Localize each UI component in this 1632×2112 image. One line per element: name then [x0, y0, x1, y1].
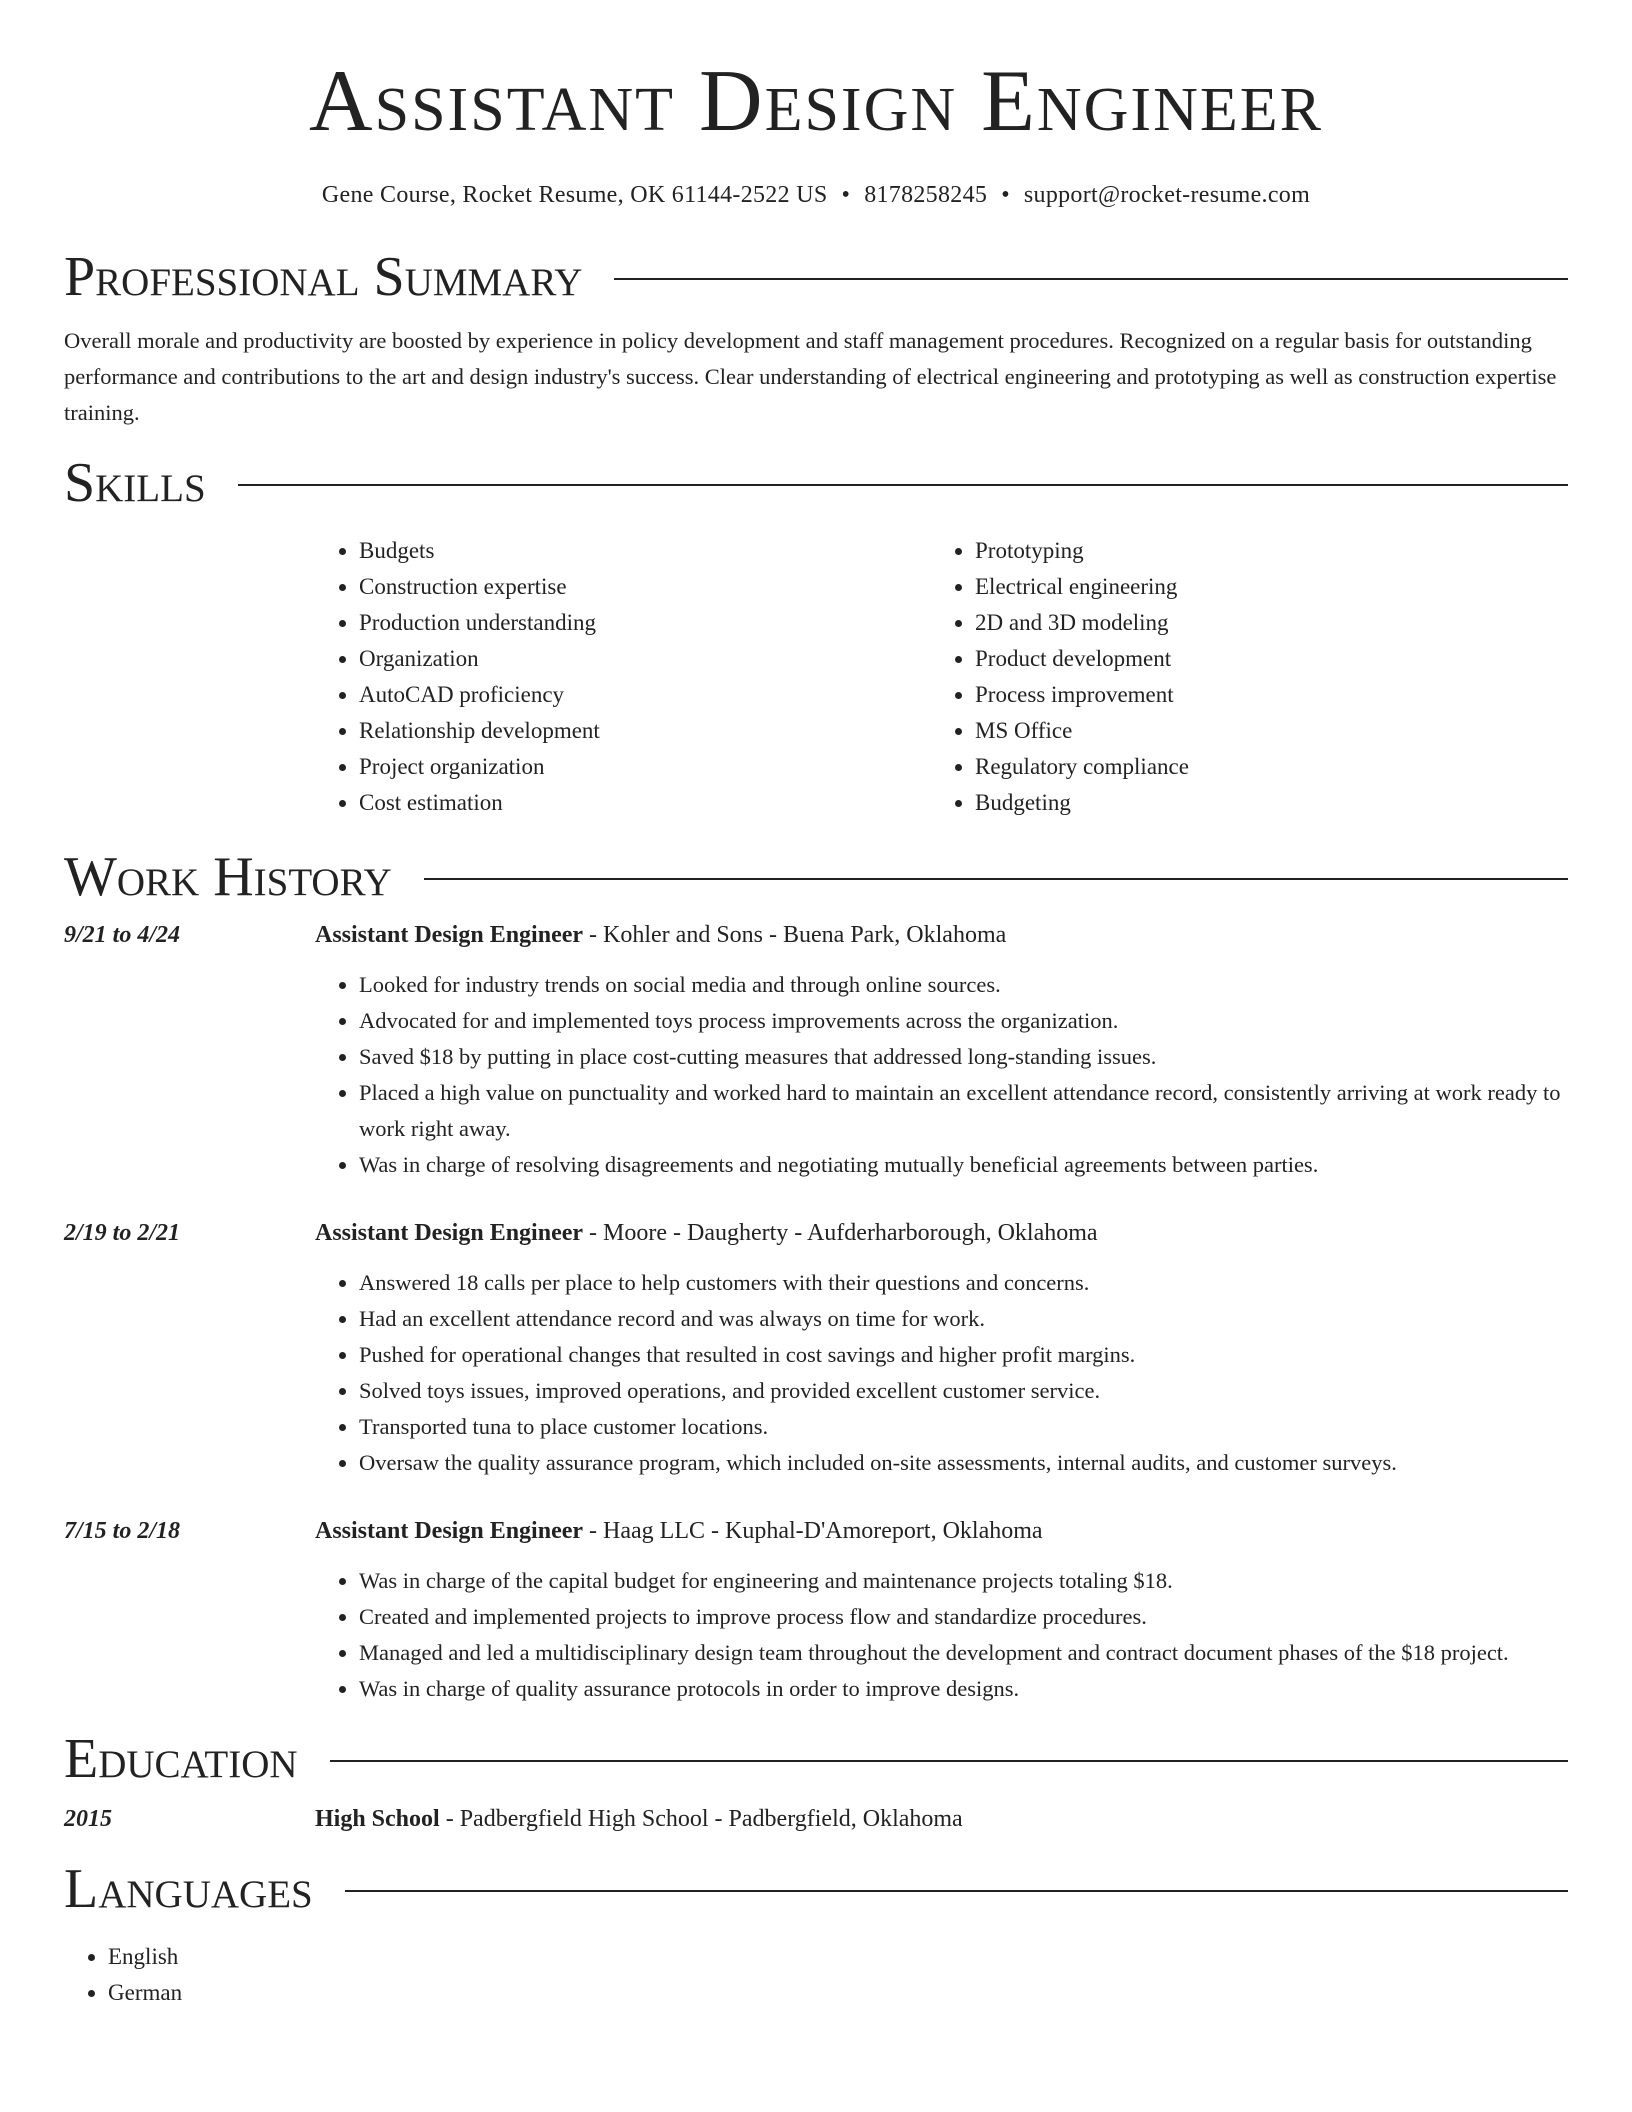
skill-item: • Budgeting: [975, 785, 1535, 821]
job-bullet: • Solved toys issues, improved operations, and provided excellent customer service.: [359, 1373, 1568, 1409]
summary-title: Professional Summary: [64, 246, 583, 308]
job-entry: [64, 917, 1568, 1183]
job-entry: [64, 1215, 1568, 1481]
summary-text: Overall morale and productivity are boosted by experience in policy development and staff management procedures. Recognized on a regular basis for outstanding performance and contributions to the art and design industry's success. Clear understanding of electrical engineering and prototyping as well as construction expertise training.: [64, 328, 1557, 425]
contact-address: Gene Course, Rocket Resume, OK 61144-2522 US: [321, 182, 828, 208]
languages-list: [64, 1939, 1568, 2011]
summary-header: [64, 247, 1568, 307]
job-role: Assistant Design Engineer: [315, 922, 584, 948]
job-dates: 7/15 to 2/18: [64, 1518, 181, 1544]
language-item: • English: [108, 1939, 1568, 1975]
job-body: [315, 917, 1568, 1183]
summary-section: [64, 247, 1568, 431]
skill-item: • MS Office: [975, 713, 1535, 749]
skill-item: • Budgets: [359, 533, 931, 569]
job-dates: 2/19 to 2/21: [64, 1220, 181, 1246]
education-body: [315, 1801, 1568, 1837]
skill-item: • Electrical engineering: [975, 569, 1535, 605]
skills-column-left: [315, 533, 931, 821]
job-title-line: [315, 1215, 1568, 1251]
skill-item: • Cost estimation: [359, 785, 931, 821]
job-bullet: • Answered 18 calls per place to help customers with their questions and concerns.: [359, 1265, 1568, 1301]
skill-item: • Project organization: [359, 749, 931, 785]
skills-column-right: [931, 533, 1535, 821]
skill-item: • Prototyping: [975, 533, 1535, 569]
skill-item: • Process improvement: [975, 677, 1535, 713]
skill-item: • 2D and 3D modeling: [975, 605, 1535, 641]
languages-title: Languages: [64, 1858, 313, 1920]
skill-item: • Regulatory compliance: [975, 749, 1535, 785]
job-bullets: [315, 1563, 1568, 1707]
education-entry: [64, 1801, 1568, 1837]
languages-header: [64, 1859, 1568, 1919]
work-history-section: [64, 847, 1568, 1707]
languages-section: [64, 1859, 1568, 2011]
contact-separator: •: [841, 182, 851, 208]
section-divider: [238, 484, 1568, 486]
job-bullets: [315, 1265, 1568, 1481]
section-divider: [614, 278, 1568, 280]
section-divider: [424, 878, 1568, 880]
job-bullet: • Advocated for and implemented toys process improvements across the organization.: [359, 1003, 1568, 1039]
job-bullet: • Oversaw the quality assurance program, which included on-site assessments, internal audits, and customer surveys.: [359, 1445, 1568, 1481]
section-divider: [345, 1890, 1568, 1892]
job-bullet: • Managed and led a multidisciplinary design team throughout the development and contract document phases of the $18 project.: [359, 1635, 1568, 1671]
job-role: Assistant Design Engineer: [315, 1518, 584, 1544]
skills-title: Skills: [64, 452, 206, 514]
job-bullet: • Was in charge of the capital budget for engineering and maintenance projects totaling $18.: [359, 1563, 1568, 1599]
education-line: [315, 1801, 1568, 1837]
contact-email: support@rocket-resume.com: [1023, 182, 1311, 208]
job-bullet: • Placed a high value on punctuality and worked hard to maintain an excellent attendance record, consistently arriving at work ready to work right away.: [359, 1075, 1568, 1147]
skills-section: [64, 453, 1568, 821]
education-year: 2015: [64, 1806, 112, 1832]
job-bullet: • Had an excellent attendance record and was always on time for work.: [359, 1301, 1568, 1337]
job-role: Assistant Design Engineer: [315, 1220, 584, 1246]
skill-item: • Organization: [359, 641, 931, 677]
section-divider: [330, 1760, 1568, 1762]
job-bullet: • Was in charge of resolving disagreements and negotiating mutually beneficial agreements between parties.: [359, 1147, 1568, 1183]
job-body: [315, 1513, 1568, 1707]
job-entry: [64, 1513, 1568, 1707]
job-body: [315, 1215, 1568, 1481]
contact-line: [0, 182, 1632, 209]
job-company: - Kohler and Sons - Buena Park, Oklahoma: [583, 922, 1007, 948]
education-title: Education: [64, 1728, 298, 1790]
job-dates: 9/21 to 4/24: [64, 922, 181, 948]
skill-item: • Product development: [975, 641, 1535, 677]
job-company: - Haag LLC - Kuphal-D'Amoreport, Oklahoma: [583, 1518, 1043, 1544]
job-bullet: • Created and implemented projects to improve process flow and standardize procedures.: [359, 1599, 1568, 1635]
job-title-line: [315, 1513, 1568, 1549]
education-degree: High School: [315, 1806, 440, 1832]
job-bullet: • Was in charge of quality assurance protocols in order to improve designs.: [359, 1671, 1568, 1707]
job-bullet: • Looked for industry trends on social media and through online sources.: [359, 967, 1568, 1003]
work-history-header: [64, 847, 1568, 907]
contact-phone: 8178258245: [864, 182, 988, 208]
education-school: - Padbergfield High School - Padbergfield, Oklahoma: [439, 1806, 963, 1832]
job-bullet: • Saved $18 by putting in place cost-cutting measures that addressed long-standing issues.: [359, 1039, 1568, 1075]
skill-item: • AutoCAD proficiency: [359, 677, 931, 713]
job-bullet: • Pushed for operational changes that resulted in cost savings and higher profit margins.: [359, 1337, 1568, 1373]
job-company: - Moore - Daugherty - Aufderharborough, Oklahoma: [583, 1220, 1098, 1246]
resume-name: Assistant Design Engineer: [309, 53, 1323, 150]
job-bullets: [315, 967, 1568, 1183]
education-section: [64, 1729, 1568, 1837]
skills-header: [64, 453, 1568, 513]
education-header: [64, 1729, 1568, 1789]
skills-list: [315, 533, 1568, 821]
skill-item: • Construction expertise: [359, 569, 931, 605]
skill-item: • Production understanding: [359, 605, 931, 641]
skill-item: • Relationship development: [359, 713, 931, 749]
job-title-line: [315, 917, 1568, 953]
contact-separator: •: [1001, 182, 1010, 208]
work-history-title: Work History: [64, 846, 392, 908]
language-item: • German: [108, 1975, 1568, 2011]
job-bullet: • Transported tuna to place customer locations.: [359, 1409, 1568, 1445]
